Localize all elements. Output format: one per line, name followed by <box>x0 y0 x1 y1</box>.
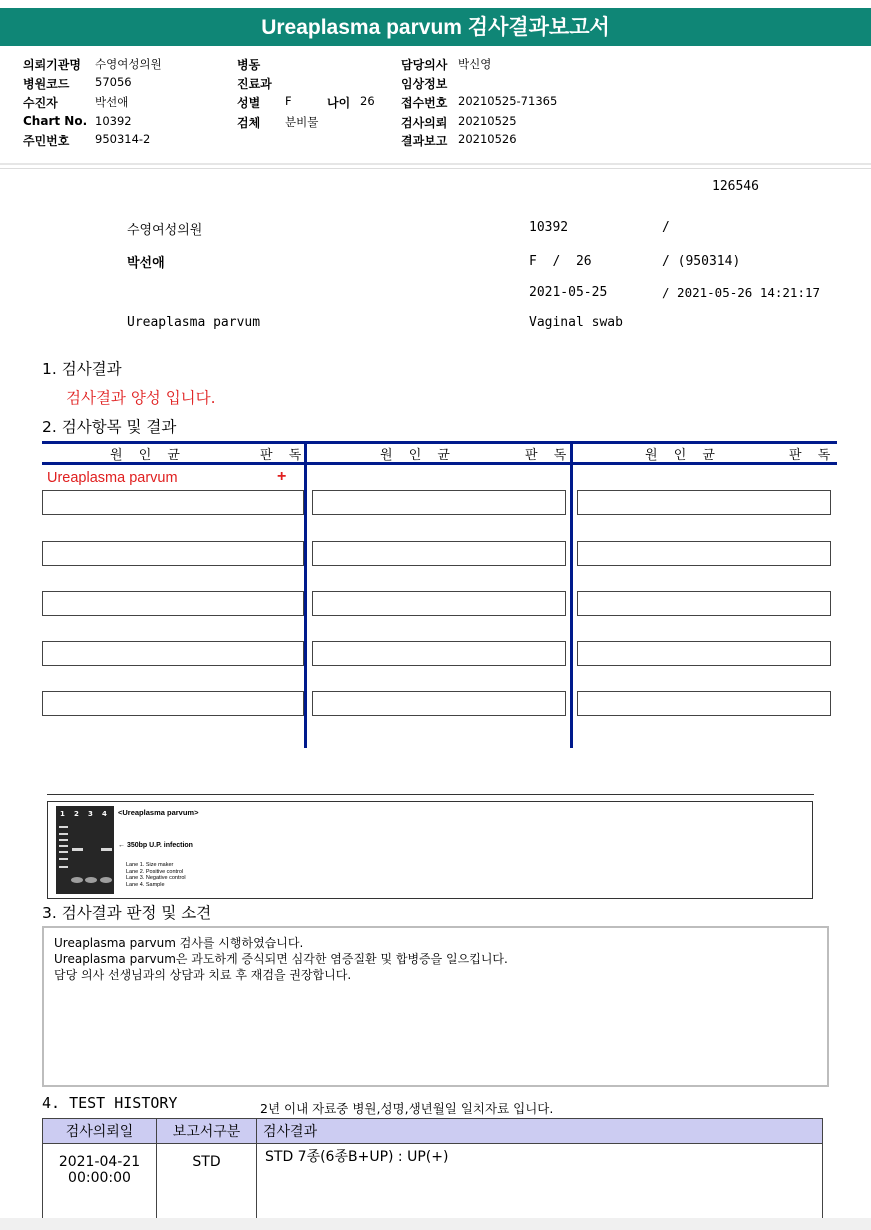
result-summary: 검사결과 양성 입니다. <box>66 389 216 407</box>
history-date: 2021-04-21 <box>58 1154 141 1170</box>
request-date-value: 20210525 <box>458 114 517 128</box>
empty-result-box <box>42 490 304 515</box>
gel-legend-item: Lane 4. Sample <box>126 881 165 888</box>
history-date-cell <box>43 1144 157 1225</box>
specimen-type: Vaginal swab <box>529 315 623 330</box>
patient-name: 박선애 <box>127 256 165 271</box>
specimen-label: 검체 <box>237 116 261 130</box>
section3-title: 3. 검사결과 판정 및 소견 <box>42 904 212 922</box>
hospital-code-value: 57056 <box>95 75 132 89</box>
history-note: 2년 이내 자료중 병원,성명,생년월일 일치자료 입니다. <box>260 1101 554 1116</box>
specimen-value: 분비물 <box>285 115 319 129</box>
history-header-row <box>43 1119 823 1144</box>
gel-bands <box>56 806 114 894</box>
report-code: 126546 <box>712 179 759 194</box>
gel-lane-label: 2 <box>74 810 79 818</box>
birth-date: / (950314) <box>662 254 741 269</box>
chart-no-label: Chart No. <box>23 114 88 128</box>
history-type: STD <box>157 1144 257 1225</box>
empty-result-box <box>42 691 304 716</box>
chart-no-value: 10392 <box>95 114 132 128</box>
hospital-name-value: 수영여성의원 <box>95 57 162 71</box>
pathogen-name: Ureaplasma parvum <box>47 470 178 486</box>
gel-lane-label: 4 <box>102 810 107 818</box>
findings-box <box>42 926 829 1087</box>
clinical-info-label: 임상정보 <box>401 77 448 91</box>
gel-band-label: ← 350bp U.P. infection <box>118 842 193 849</box>
history-col-type: 보고서구분 <box>157 1119 257 1144</box>
findings-line: Ureaplasma parvum 검사를 시행하였습니다. <box>54 936 304 950</box>
reception-no-value: 20210525-71365 <box>458 94 558 108</box>
gel-image-panel <box>47 801 813 899</box>
request-date: 2021-05-25 <box>529 285 608 300</box>
empty-result-box <box>42 641 304 666</box>
report-date-label: 결과보고 <box>401 134 448 148</box>
doctor-value: 박신영 <box>458 57 492 71</box>
col1-judgement-header: 판 독 <box>260 448 308 463</box>
patient-label: 수진자 <box>23 96 58 110</box>
header-info <box>0 52 871 157</box>
empty-result-box <box>42 541 304 566</box>
empty-result-box <box>577 641 831 666</box>
gel-legend <box>126 862 186 888</box>
sex-label: 성별 <box>237 96 261 110</box>
report-datetime: / 2021-05-26 14:21:17 <box>662 285 821 300</box>
resident-no-label: 주민번호 <box>23 134 70 148</box>
gel-title: <Ureaplasma parvum> <box>118 808 199 817</box>
sex-value: F <box>285 94 292 108</box>
doctor-label: 담당의사 <box>401 58 448 72</box>
sex-age: F / 26 <box>529 254 592 269</box>
top-strip <box>0 0 871 8</box>
gel-image <box>56 806 114 894</box>
reception-no-label: 접수번호 <box>401 96 448 110</box>
hospital: 수영여성의원 <box>127 223 203 238</box>
empty-result-box <box>312 591 566 616</box>
header-divider-thin <box>0 168 871 169</box>
department-label: 진료과 <box>237 77 272 91</box>
col2-pathogen-header: 원 인 균 <box>380 448 456 463</box>
gel-lane-label: 3 <box>88 810 93 818</box>
ward-label: 병동 <box>237 58 261 72</box>
test-name: Ureaplasma parvum <box>127 315 261 330</box>
empty-result-box <box>312 691 566 716</box>
hospital-name-label: 의뢰기관명 <box>23 58 81 72</box>
empty-result-box <box>312 490 566 515</box>
history-result: STD 7종(6종B+UP) : UP(+) <box>257 1144 823 1225</box>
history-time: 00:00:00 <box>68 1170 131 1186</box>
col2-judgement-header: 판 독 <box>525 448 573 463</box>
history-col-result: 검사결과 <box>257 1119 823 1144</box>
hospital-code-label: 병원코드 <box>23 77 70 91</box>
gel-legend-item: Lane 1. Size maker <box>126 862 174 868</box>
col3-judgement-header: 판 독 <box>789 448 837 463</box>
request-date-label: 검사의뢰 <box>401 116 448 130</box>
gel-lane-label: 1 <box>60 810 65 818</box>
empty-result-box <box>577 591 831 616</box>
patient-value: 박선애 <box>95 95 129 109</box>
findings-text <box>54 935 508 983</box>
chart-slash: / <box>662 220 670 235</box>
col1-pathogen-header: 원 인 균 <box>110 448 186 463</box>
table-col-divider-2 <box>570 441 573 748</box>
gel-legend-item: Lane 3. Negative control <box>126 875 186 881</box>
resident-no-value: 950314-2 <box>95 132 151 146</box>
page-bottom-strip <box>0 1218 871 1230</box>
history-col-date: 검사의뢰일 <box>43 1119 157 1144</box>
findings-line: 담당 의사 선생님과의 상담과 치료 후 재검을 권장합니다. <box>54 968 352 982</box>
pathogen-result: + <box>277 468 287 485</box>
header-divider <box>0 163 871 165</box>
table-col-divider-1 <box>304 441 307 748</box>
table-row <box>43 1144 823 1225</box>
section1-title: 1. 검사결과 <box>42 360 122 378</box>
chart-number: 10392 <box>529 220 569 235</box>
age-label: 나이 <box>327 96 351 110</box>
section2-title: 2. 검사항목 및 결과 <box>42 418 177 436</box>
history-table <box>42 1118 823 1225</box>
section4-title: 4. TEST HISTORY <box>42 1094 178 1112</box>
empty-result-box <box>42 591 304 616</box>
empty-result-box <box>312 641 566 666</box>
report-date-value: 20210526 <box>458 132 517 146</box>
empty-result-box <box>577 490 831 515</box>
gel-legend-item: Lane 2. Positive control <box>126 868 184 875</box>
report-title: Ureaplasma parvum 검사결과보고서 <box>0 8 871 46</box>
findings-line: Ureaplasma parvum은 과도하게 증식되면 심각한 염증질환 및 합병증을 일으킵니다. <box>54 952 508 966</box>
col3-pathogen-header: 원 인 균 <box>645 448 721 463</box>
age-value: 26 <box>360 94 375 108</box>
empty-result-box <box>577 541 831 566</box>
empty-result-box <box>577 691 831 716</box>
empty-result-box <box>312 541 566 566</box>
gel-divider <box>47 794 814 795</box>
